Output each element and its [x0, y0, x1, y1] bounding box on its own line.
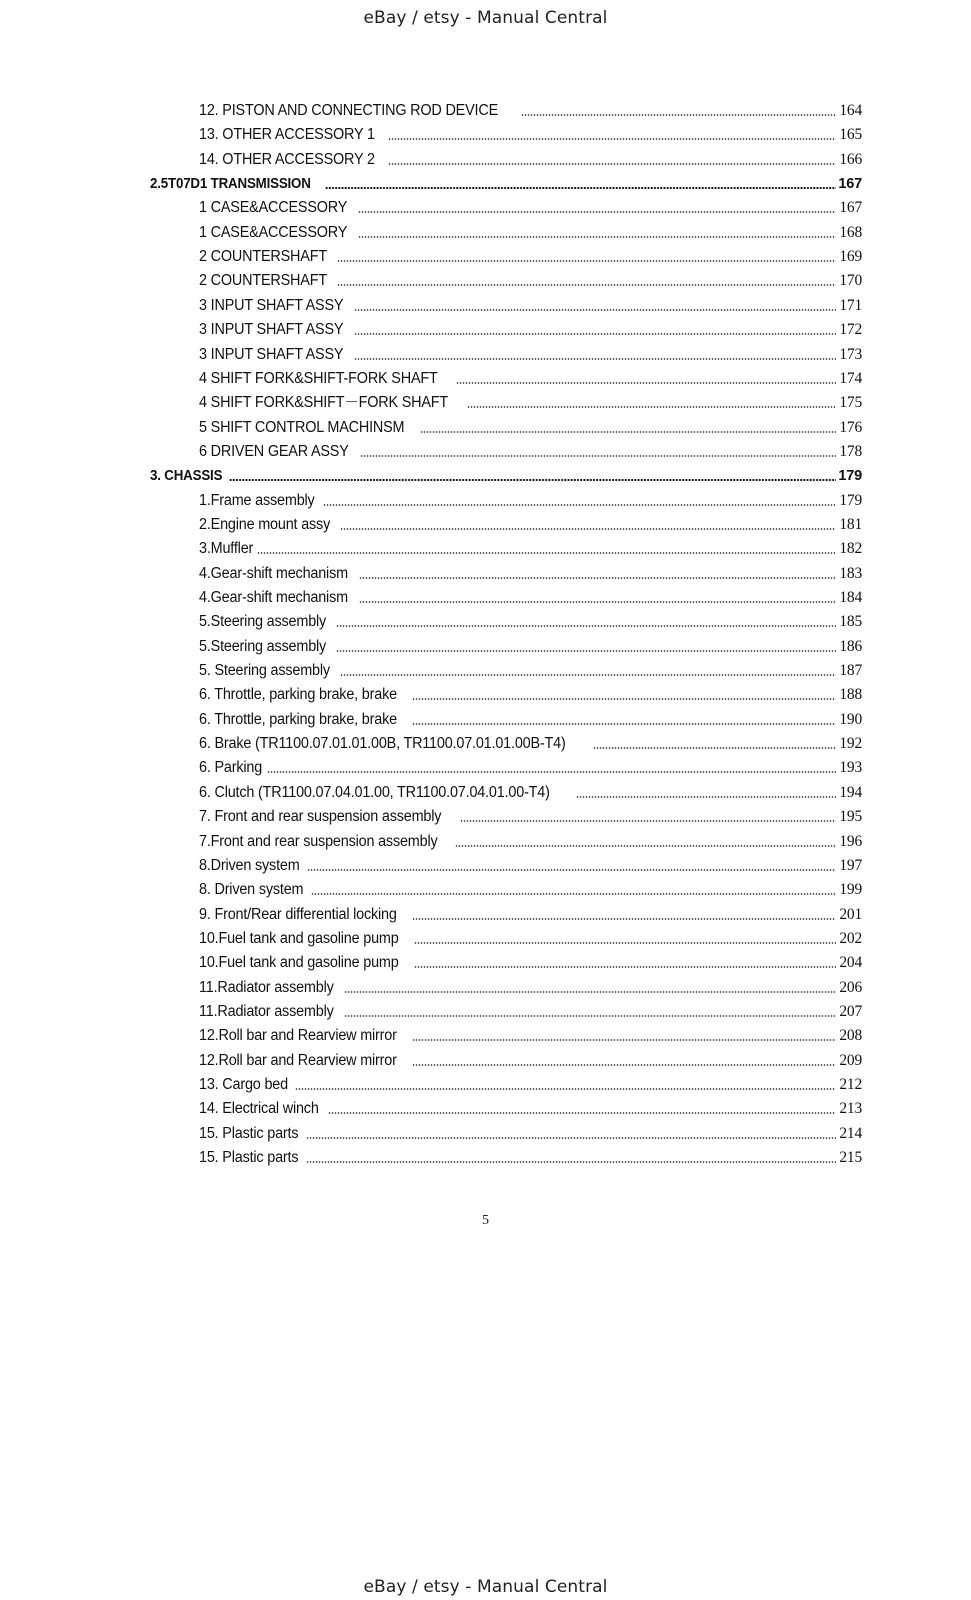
- toc-entry-title: 11.Radiator assembly: [199, 1002, 334, 1020]
- toc-entry-title: 12.Roll bar and Rearview mirror: [199, 1051, 397, 1069]
- toc-entry-title: 6. Parking: [199, 759, 263, 777]
- toc-entry-title: 1.Frame assembly: [199, 491, 315, 509]
- toc-entry-title: 9. Front/Rear differential locking: [199, 905, 397, 923]
- toc-entry-page-number: 170: [839, 272, 862, 290]
- toc-entry[interactable]: [199, 1098, 862, 1120]
- toc-entry-title: 5.Steering assembly: [199, 613, 327, 631]
- toc-entry-page-number: 173: [839, 345, 862, 363]
- toc-entry[interactable]: [199, 149, 862, 171]
- toc-entry-page-number: 188: [839, 686, 862, 704]
- toc-entry-title: 2 COUNTERSHAFT: [199, 248, 327, 266]
- toc-entry-title: 10.Fuel tank and gasoline pump: [199, 929, 399, 947]
- toc-entry[interactable]: [199, 587, 862, 609]
- toc-entry[interactable]: [199, 270, 862, 292]
- dot-leader: [354, 332, 836, 336]
- toc-entry-page-number: 199: [839, 881, 862, 899]
- toc-entry-title: 3 INPUT SHAFT ASSY: [199, 321, 344, 339]
- dot-leader: [358, 210, 836, 214]
- toc-entry[interactable]: [199, 879, 862, 901]
- toc-entry-title: 14. Electrical winch: [199, 1100, 319, 1118]
- toc-entry-page-number: 186: [839, 637, 862, 655]
- toc-entry-page-number: 214: [839, 1124, 862, 1142]
- toc-entry[interactable]: [199, 806, 862, 828]
- toc-entry-title: 6. Brake (TR1100.07.01.01.00B, TR1100.07.01.01.00B-T4): [199, 735, 566, 753]
- dot-leader: [412, 722, 836, 726]
- dot-leader: [414, 941, 836, 945]
- toc-entry-title: 15. Plastic parts: [199, 1149, 299, 1167]
- toc-entry-page-number: 209: [839, 1051, 862, 1069]
- dot-leader: [412, 1063, 836, 1067]
- toc-entry-title: 3.Muffler: [199, 540, 254, 558]
- toc-entry-page-number: 168: [839, 223, 862, 241]
- toc-entry-page-number: 184: [839, 589, 862, 606]
- toc-entry-page-number: 175: [839, 394, 862, 412]
- toc-entry-title: 5.Steering assembly: [199, 637, 327, 655]
- dot-leader: [576, 795, 836, 799]
- toc-entry[interactable]: [199, 124, 862, 146]
- dot-leader: [295, 1087, 836, 1091]
- header-watermark: eBay / etsy - Manual Central: [363, 8, 608, 28]
- toc-entry[interactable]: [199, 197, 862, 219]
- toc-entry-title: 8. Driven system: [199, 881, 304, 899]
- dot-leader: [340, 527, 836, 531]
- dot-leader: [344, 1014, 836, 1018]
- toc-entry-title: 2.Engine mount assy: [199, 515, 331, 533]
- toc-entry-title: 13. OTHER ACCESSORY 1: [199, 126, 375, 144]
- toc-entry-page-number: 172: [839, 321, 862, 339]
- toc-entry-title: 7.Front and rear suspension assembly: [199, 832, 438, 850]
- toc-entry-page-number: 201: [839, 905, 862, 923]
- toc-entry[interactable]: [199, 417, 862, 439]
- toc-entry-title: 4 SHIFT FORK&SHIFT-FORK SHAFT: [199, 369, 438, 387]
- dot-leader: [593, 746, 836, 750]
- toc-entry[interactable]: [199, 855, 862, 877]
- toc-entry[interactable]: [199, 1123, 862, 1145]
- toc-entry[interactable]: [199, 952, 862, 974]
- toc-entry-page-number: 212: [839, 1076, 862, 1093]
- toc-entry[interactable]: [199, 490, 862, 512]
- toc-entry[interactable]: [199, 368, 862, 390]
- dot-leader: [358, 235, 836, 239]
- toc-entry-page-number: 204: [839, 954, 862, 972]
- dot-leader: [354, 308, 836, 312]
- dot-leader: [323, 503, 836, 507]
- toc-entry-title: 10.Fuel tank and gasoline pump: [199, 954, 399, 972]
- toc-entry-title: 5 SHIFT CONTROL MACHINSM: [199, 418, 405, 436]
- toc-entry-title: 3. CHASSIS: [150, 468, 223, 485]
- dot-leader: [412, 697, 836, 701]
- toc-entry-page-number: 167: [838, 176, 862, 193]
- toc-entry-page-number: 176: [839, 418, 862, 436]
- toc-entry-page-number: 207: [839, 1002, 862, 1020]
- toc-entry-page-number: 213: [839, 1100, 862, 1118]
- toc-entry[interactable]: [199, 563, 862, 585]
- dot-leader: [360, 454, 836, 458]
- toc-entry-page-number: 202: [839, 929, 862, 947]
- dot-leader: [456, 381, 836, 385]
- toc-entry-title: 11.Radiator assembly: [199, 978, 334, 996]
- dot-leader: [521, 113, 836, 117]
- dot-leader: [307, 868, 836, 872]
- dot-leader: [336, 649, 836, 653]
- toc-entry-title: 4.Gear-shift mechanism: [199, 564, 348, 582]
- toc-entry[interactable]: [199, 100, 862, 122]
- toc-entry[interactable]: [199, 1050, 862, 1072]
- dot-leader: [359, 600, 836, 604]
- toc-entry-title: 13. Cargo bed: [199, 1076, 288, 1093]
- toc-entry-title: 14. OTHER ACCESSORY 2: [199, 150, 375, 168]
- toc-entry[interactable]: [199, 904, 862, 926]
- dot-leader: [306, 1136, 836, 1140]
- toc-entry-title: 2.5T07D1 TRANSMISSION: [150, 176, 311, 193]
- toc-entry-page-number: 215: [839, 1149, 862, 1167]
- toc-entry-page-number: 171: [839, 296, 862, 314]
- toc-entry-page-number: 182: [839, 540, 862, 558]
- toc-entry-title: 6. Throttle, parking brake, brake: [199, 710, 397, 728]
- toc-section-heading[interactable]: [150, 173, 862, 195]
- dot-leader: [340, 673, 836, 677]
- toc-entry[interactable]: [199, 611, 862, 633]
- toc-entry[interactable]: [199, 977, 862, 999]
- toc-entry[interactable]: [199, 295, 862, 317]
- dot-leader: [412, 1038, 836, 1042]
- toc-entry-page-number: 178: [839, 442, 862, 460]
- toc-entry-title: 3 INPUT SHAFT ASSY: [199, 296, 344, 314]
- dot-leader: [257, 551, 836, 555]
- toc-entry[interactable]: [199, 636, 862, 658]
- toc-entry-title: 1 CASE&ACCESSORY: [199, 223, 348, 241]
- toc-entry-page-number: 174: [839, 369, 862, 387]
- dot-leader: [306, 1160, 836, 1164]
- toc-entry-page-number: 167: [839, 199, 862, 217]
- toc-entry[interactable]: [199, 1074, 862, 1096]
- dot-leader: [460, 819, 836, 823]
- toc-entry-title: 3 INPUT SHAFT ASSY: [199, 345, 344, 363]
- toc-entry[interactable]: [199, 1001, 862, 1023]
- dot-leader: [325, 186, 836, 190]
- toc-entry-title: 6. Clutch (TR1100.07.04.01.00, TR1100.07.04.01.00-T4): [199, 783, 550, 801]
- dot-leader: [414, 965, 836, 969]
- toc-entry-page-number: 196: [839, 832, 862, 850]
- toc-entry[interactable]: [199, 1025, 862, 1047]
- dot-leader: [336, 624, 836, 628]
- toc-section-heading[interactable]: [150, 465, 862, 487]
- dot-leader: [267, 770, 836, 774]
- dot-leader: [412, 917, 836, 921]
- toc-entry[interactable]: [199, 928, 862, 950]
- toc-entry-page-number: 166: [839, 150, 862, 168]
- dot-leader: [420, 430, 836, 434]
- toc-entry[interactable]: [199, 514, 862, 536]
- dot-leader: [388, 162, 836, 166]
- toc-entry-page-number: 179: [838, 468, 862, 485]
- dot-leader: [344, 990, 836, 994]
- toc-entry[interactable]: [199, 1147, 862, 1169]
- toc-entry-page-number: 181: [839, 515, 862, 533]
- toc-entry[interactable]: [199, 344, 862, 366]
- dot-leader: [455, 844, 836, 848]
- toc-entry-page-number: 165: [839, 126, 862, 144]
- toc-entry-title: 6. Throttle, parking brake, brake: [199, 686, 397, 704]
- toc-entry-title: 12.Roll bar and Rearview mirror: [199, 1027, 397, 1045]
- toc-entry-title: 2 COUNTERSHAFT: [199, 272, 327, 290]
- dot-leader: [467, 405, 836, 409]
- toc-entry-title: 15. Plastic parts: [199, 1124, 299, 1142]
- toc-entry[interactable]: [199, 441, 862, 463]
- toc-entry-page-number: 187: [839, 662, 862, 680]
- toc-entry-title: 5. Steering assembly: [199, 662, 330, 680]
- toc-entry[interactable]: [199, 246, 862, 268]
- toc-entry-title: 12. PISTON AND CONNECTING ROD DEVICE: [199, 102, 499, 119]
- toc-entry[interactable]: [199, 660, 862, 682]
- toc-entry-page-number: 195: [839, 808, 862, 826]
- toc-entry-title: 4.Gear-shift mechanism: [199, 589, 348, 606]
- dot-leader: [337, 283, 836, 287]
- toc-entry-page-number: 185: [839, 613, 862, 631]
- toc-entry-page-number: 197: [839, 856, 862, 874]
- toc-entry[interactable]: [199, 709, 862, 731]
- toc-entry[interactable]: [199, 392, 862, 414]
- dot-leader: [328, 1111, 836, 1115]
- toc-entry[interactable]: [199, 222, 862, 244]
- toc-entry-title: 4 SHIFT FORK&SHIFT－FORK SHAFT: [199, 394, 449, 412]
- toc-entry-page-number: 206: [839, 978, 862, 996]
- toc-entry-page-number: 208: [839, 1027, 862, 1045]
- toc-entry[interactable]: [199, 757, 862, 779]
- toc-entry-title: 7. Front and rear suspension assembly: [199, 808, 442, 826]
- toc-entry-title: 6 DRIVEN GEAR ASSY: [199, 442, 349, 460]
- footer-watermark: eBay / etsy - Manual Central: [363, 1577, 608, 1597]
- toc-entry[interactable]: [199, 538, 862, 560]
- toc-entry-title: 1 CASE&ACCESSORY: [199, 199, 348, 217]
- toc-entry-page-number: 194: [839, 783, 862, 801]
- dot-leader: [388, 137, 836, 141]
- toc-entry[interactable]: [199, 319, 862, 341]
- dot-leader: [311, 892, 836, 896]
- dot-leader: [354, 357, 836, 361]
- toc-entry[interactable]: [199, 782, 862, 804]
- toc-entry[interactable]: [199, 733, 862, 755]
- toc-entry[interactable]: [199, 684, 862, 706]
- toc-entry-title: 8.Driven system: [199, 856, 300, 874]
- toc-entry-page-number: 190: [839, 710, 862, 728]
- toc-entry-page-number: 169: [839, 248, 862, 266]
- toc-entry-page-number: 192: [839, 735, 862, 753]
- toc-entry[interactable]: [199, 831, 862, 853]
- toc-entry-page-number: 193: [839, 759, 862, 777]
- toc-entry-page-number: 183: [839, 564, 862, 582]
- page-number: 5: [482, 1213, 489, 1228]
- toc-entry-page-number: 164: [839, 102, 862, 119]
- dot-leader: [359, 576, 836, 580]
- toc-entry-page-number: 179: [839, 491, 862, 509]
- dot-leader: [229, 478, 836, 482]
- dot-leader: [337, 259, 836, 263]
